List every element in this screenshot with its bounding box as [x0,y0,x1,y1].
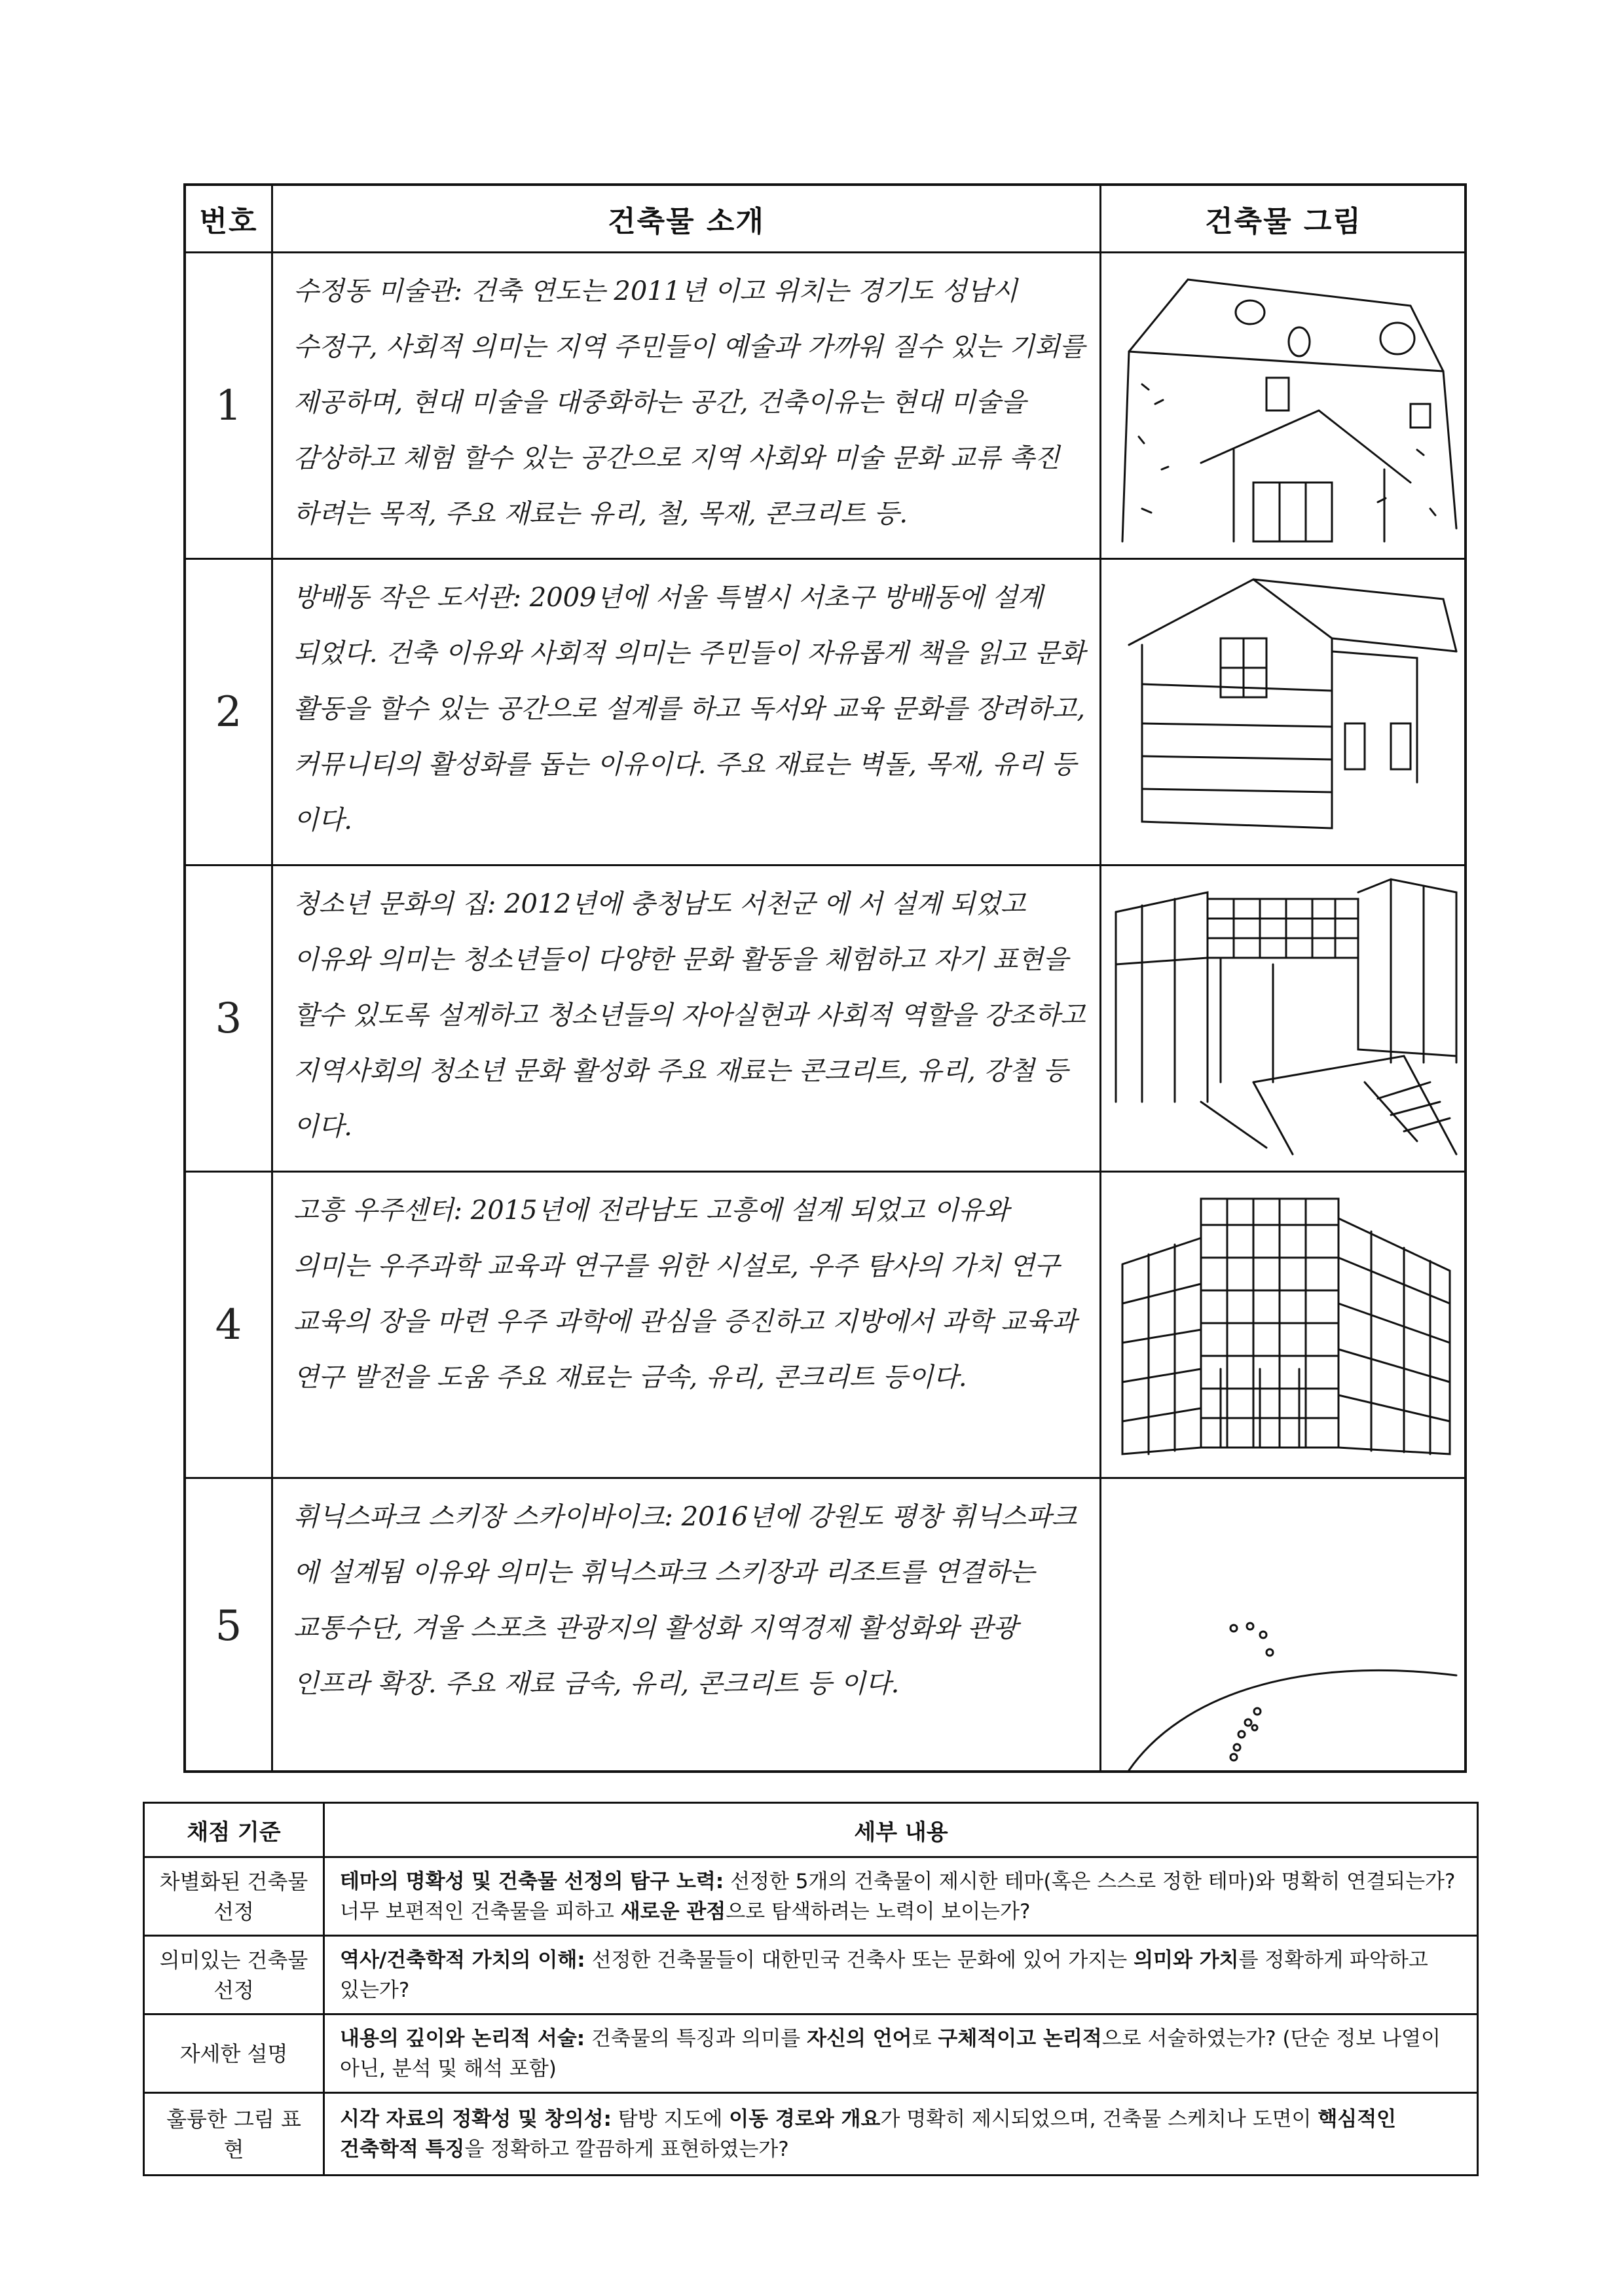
criterion-label: 차별화된 건축물 선정 [159,1868,308,1924]
criterion-text: 건축물의 특징과 의미를 [585,2026,807,2050]
criterion-text: 가 명확히 제시되었으며, 건축물 스케치나 도면이 [880,2107,1318,2131]
building-intro-text: 고흥 우주센터: 2015년에 전라남도 고흥에 설계 되었고 이유와 의미는 우주과학 교육과 연구를 위한 시설로, 우주 탐사의 가치 연구 교육의 장을 마련 우주 과학에 관심을 증진하고 지방에서 과학 교육과 연구 발전을 도움 주요 재료는 금속, 유리, 콘크리트 등이다. [293,1195,1077,1393]
building-intro-text: 휘닉스파크 스키장 스카이바이크: 2016년에 강원도 평창 휘닉스파크 에 설계됨 이유와 의미는 휘닉스파크 스키장과 리조트를 연결하는 교통수단, 겨울 스포츠 관광지의 활성화 지역경제 활성화와 관광 인프라 확장. 주요 재료 금속, 유리, 콘크리트 등 이다. [293,1502,1077,1699]
row-number: 2 [215,687,242,737]
grading-criteria-table [143,1802,1479,2176]
criterion-label: 훌륭한 그림 표현 [166,2106,301,2162]
row-number: 4 [215,1300,242,1349]
criterion-text: 을 정확하고 깔끔하게 표현하였는가? [464,2137,789,2161]
column-divider [271,186,273,1770]
criterion-keyword: 내용의 깊이와 논리적 서술: [340,2026,585,2050]
criterion-detail-text [340,2024,1464,2084]
building-sketch-skybike [1103,1479,1467,1773]
row-number: 1 [215,381,242,430]
criterion-detail-text [340,1867,1464,1927]
building-table [183,183,1467,1773]
header-drawing: 건축물 그림 [1205,205,1362,238]
criterion-label: 의미있는 건축물 선정 [159,1947,308,2003]
building-intro-text: 방배동 작은 도서관: 2009년에 서울 특별시 서초구 방배동에 설계 되었다. 건축 이유와 사회적 의미는 주민들이 자유롭게 책을 읽고 문화 활동을 할수 있는 공간으로 설계를 하고 독서와 교육 문화를 장려하고, 커뮤니티의 활성화를 돕는 이유이다. 주요 재료는 벽돌, 목재, 유리 등 이다. [293,583,1086,835]
criterion-detail [325,2094,1478,2174]
criterion-keyword: 역사/건축학적 가치의 이해: [340,1948,585,1972]
criterion-text: 로 [912,2026,938,2050]
criterion-detail [325,1858,1478,1935]
criterion-detail [325,2015,1478,2092]
criterion-detail-text [340,2104,1464,2164]
column-divider [1099,186,1101,1770]
building-sketch-space-center [1103,1173,1467,1477]
criterion-detail-text [340,1945,1464,2005]
row-number: 5 [215,1601,242,1650]
criterion-text: 으로 서술하였는가? (단순 정보 나열이 아닌, 분석 및 해석 포함) [340,2026,1441,2081]
column-divider [323,1804,325,2174]
criterion-text: 탐방 지도에 [611,2107,729,2131]
criterion-text: 선정한 건축물들이 대한민국 건축사 또는 문화에 있어 가지는 [585,1948,1134,1972]
criterion-keyword: 핵심적인 건축학적 특징 [340,2107,1397,2161]
header-detail: 세부 내용 [854,1819,948,1846]
row-number: 3 [215,994,242,1043]
criterion-label: 자세한 설명 [179,2041,288,2066]
criterion-text: 으로 탐색하려는 노력이 보이는가? [726,1899,1031,1923]
criterion-keyword: 새로운 관점 [620,1899,726,1923]
criterion-keyword: 시각 자료의 정확성 및 창의성: [340,2107,612,2131]
building-sketch-library [1103,560,1467,864]
criterion-text: 를 정확하게 파악하고 있는가? [340,1948,1428,2002]
criterion-keyword: 의미와 가치 [1134,1948,1239,1972]
criterion-text: 선정한 5개의 건축물이 제시한 테마(혹은 스스로 정한 테마)와 명확히 연결되는가? 너무 보편적인 건축물을 피하고 [340,1869,1456,1923]
header-intro: 건축물 소개 [608,205,765,238]
criterion-detail [325,1937,1478,2013]
header-criterion: 채점 기준 [187,1819,281,1846]
criterion-keyword: 구체적이고 논리적 [938,2026,1102,2050]
criterion-keyword: 이동 경로와 개요 [729,2107,881,2131]
building-sketch-museum [1103,253,1467,558]
header-number: 번호 [199,205,258,238]
criterion-keyword: 테마의 명확성 및 건축물 선정의 탐구 노력: [340,1869,724,1893]
building-sketch-youth-center [1103,866,1467,1171]
criterion-keyword: 자신의 언어 [807,2026,912,2050]
building-intro-text: 수정동 미술관: 건축 연도는 2011년 이고 위치는 경기도 성남시 수정구, 사회적 의미는 지역 주민들이 예술과 가까워 질수 있는 기회를 제공하며, 현대 미술을 대중화하는 공간, 건축이유는 현대 미술을 감상하고 체험 할수 있는 공간으로 지역 사회와 미술 문화 교류 촉진 하려는 목적, 주요 재료는 유리, 철, 목재, 콘크리트 등. [293,276,1086,529]
building-intro-text: 청소년 문화의 집: 2012년에 충청남도 서천군 에 서 설계 되었고 이유와 의미는 청소년들이 다양한 문화 활동을 체험하고 자기 표현을 할수 있도록 설계하고 청소년들의 자아실현과 사회적 역할을 강조하고 지역사회의 청소년 문화 활성화 주요 재료는 콘크리트, 유리, 강철 등 이다. [293,889,1086,1142]
